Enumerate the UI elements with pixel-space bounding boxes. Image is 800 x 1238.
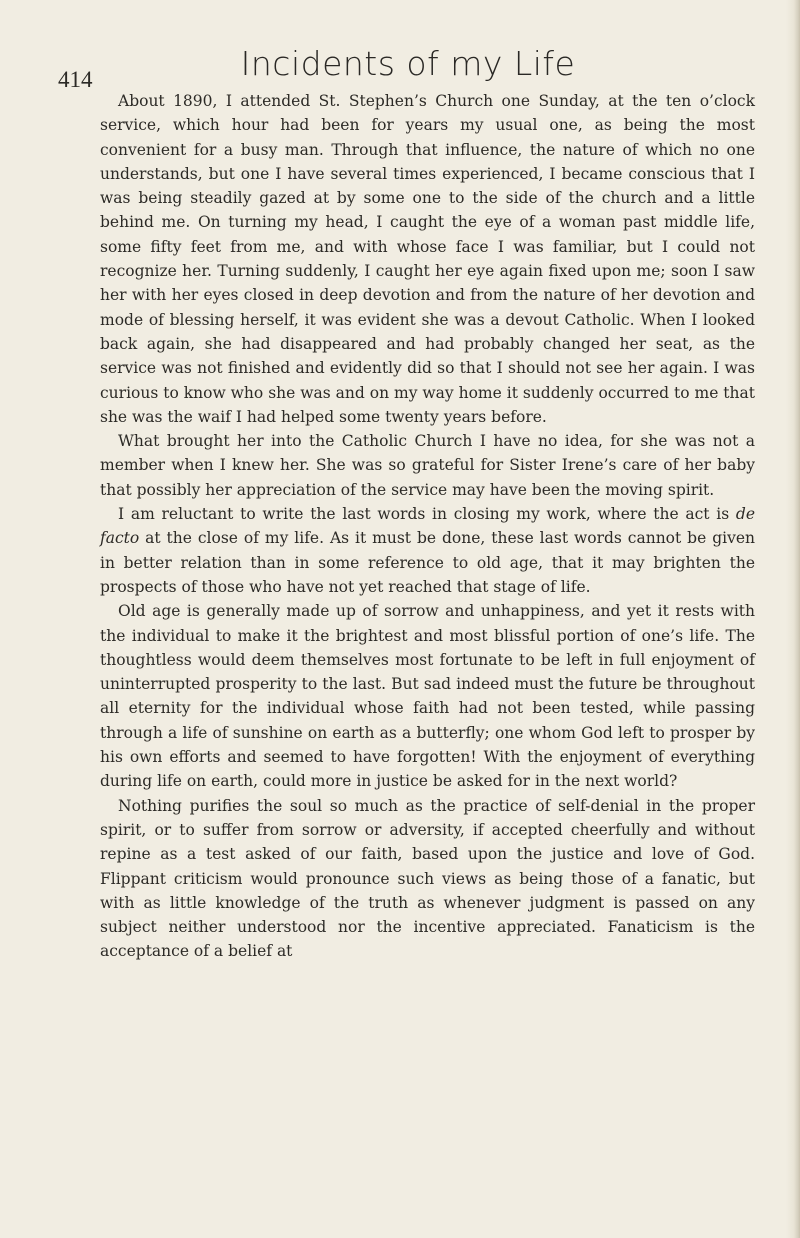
paragraph-3-text-end: at the close of my life. As it must be done, these last words cannot be given in better relation than in some reference to old age, that it may brighten the prospects of those who have not yet reached that stage of life. — [100, 529, 755, 596]
paragraph-3-text-start: I am reluctant to write the last words in closing my work, where the act is — [118, 505, 736, 524]
paragraph-1: About 1890, I attended St. Stephen’s Church one Sunday, at the ten o’clock service, which hour had been for years my usual one, as being the most convenient for a busy man. Through that influence, the nature of which no one understands, but one I have several times experienced, I became conscious that I was being steadily gazed at by some one to the side of the church and a little behind me. On turning my head, I caught the eye of a woman past middle life, some fifty feet from me, and with whose face I was familiar, but I could not recognize her. Turning suddenly, I caught her eye again fixed upon me; soon I saw her with her eyes closed in deep devotion and from the nature of her devotion and mode of blessing herself, it was evident she was a devout Catholic. When I looked back again, she had disappeared and had probably changed her seat, as the service was not finished and evidently did so that I should not see her again. I was curious to know who she was and on my way home it suddenly occurred to me that she was the waif I had helped some twenty years before. — [100, 92, 755, 426]
paragraph-4: Old age is generally made up of sorrow and unhappiness, and yet it rests with the individual to make it the brightest and most blissful portion of one’s life. The thoughtless would deem themselves most fortunate to be left in full enjoyment of uninterrupted prosperity to the last. But sad indeed must the future be throughout all eternity for the individual whose faith had not been tested, while passing through a life of sunshine on earth as a butterfly; one whom God left to prosper by his own efforts and seemed to have forgotten! With the enjoyment of everything during life on earth, could more in justice be asked for in the next world? — [100, 602, 755, 791]
running-title: Incidents of my Life — [240, 44, 576, 83]
book-page — [58, 42, 758, 961]
page-edge — [786, 0, 800, 1238]
body-text — [100, 89, 755, 964]
italic-phrase: de facto — [100, 505, 755, 548]
running-head — [58, 42, 758, 92]
paragraph-5: Nothing purifies the soul so much as the practice of self-denial in the proper spirit, or to suffer from sorrow or adversity, if accepted cheerfully and without repine as a test asked of our faith, based upon the justice and love of God. Flippant criticism would pronounce such views as being those of a fanatic, but with as little knowledge of the truth as whenever judgment is passed on any subject neither understood nor the incentive appreciated. Fanaticism is the acceptance of a belief at — [100, 796, 755, 961]
paragraph-3 — [100, 502, 755, 599]
paragraph-2: What brought her into the Catholic Church I have no idea, for she was not a member when I knew her. She was so grateful for Sister Irene’s care of her baby that possibly her appreciation of the service may have been the moving spirit. — [100, 432, 755, 499]
page-number: 414 — [58, 67, 93, 92]
